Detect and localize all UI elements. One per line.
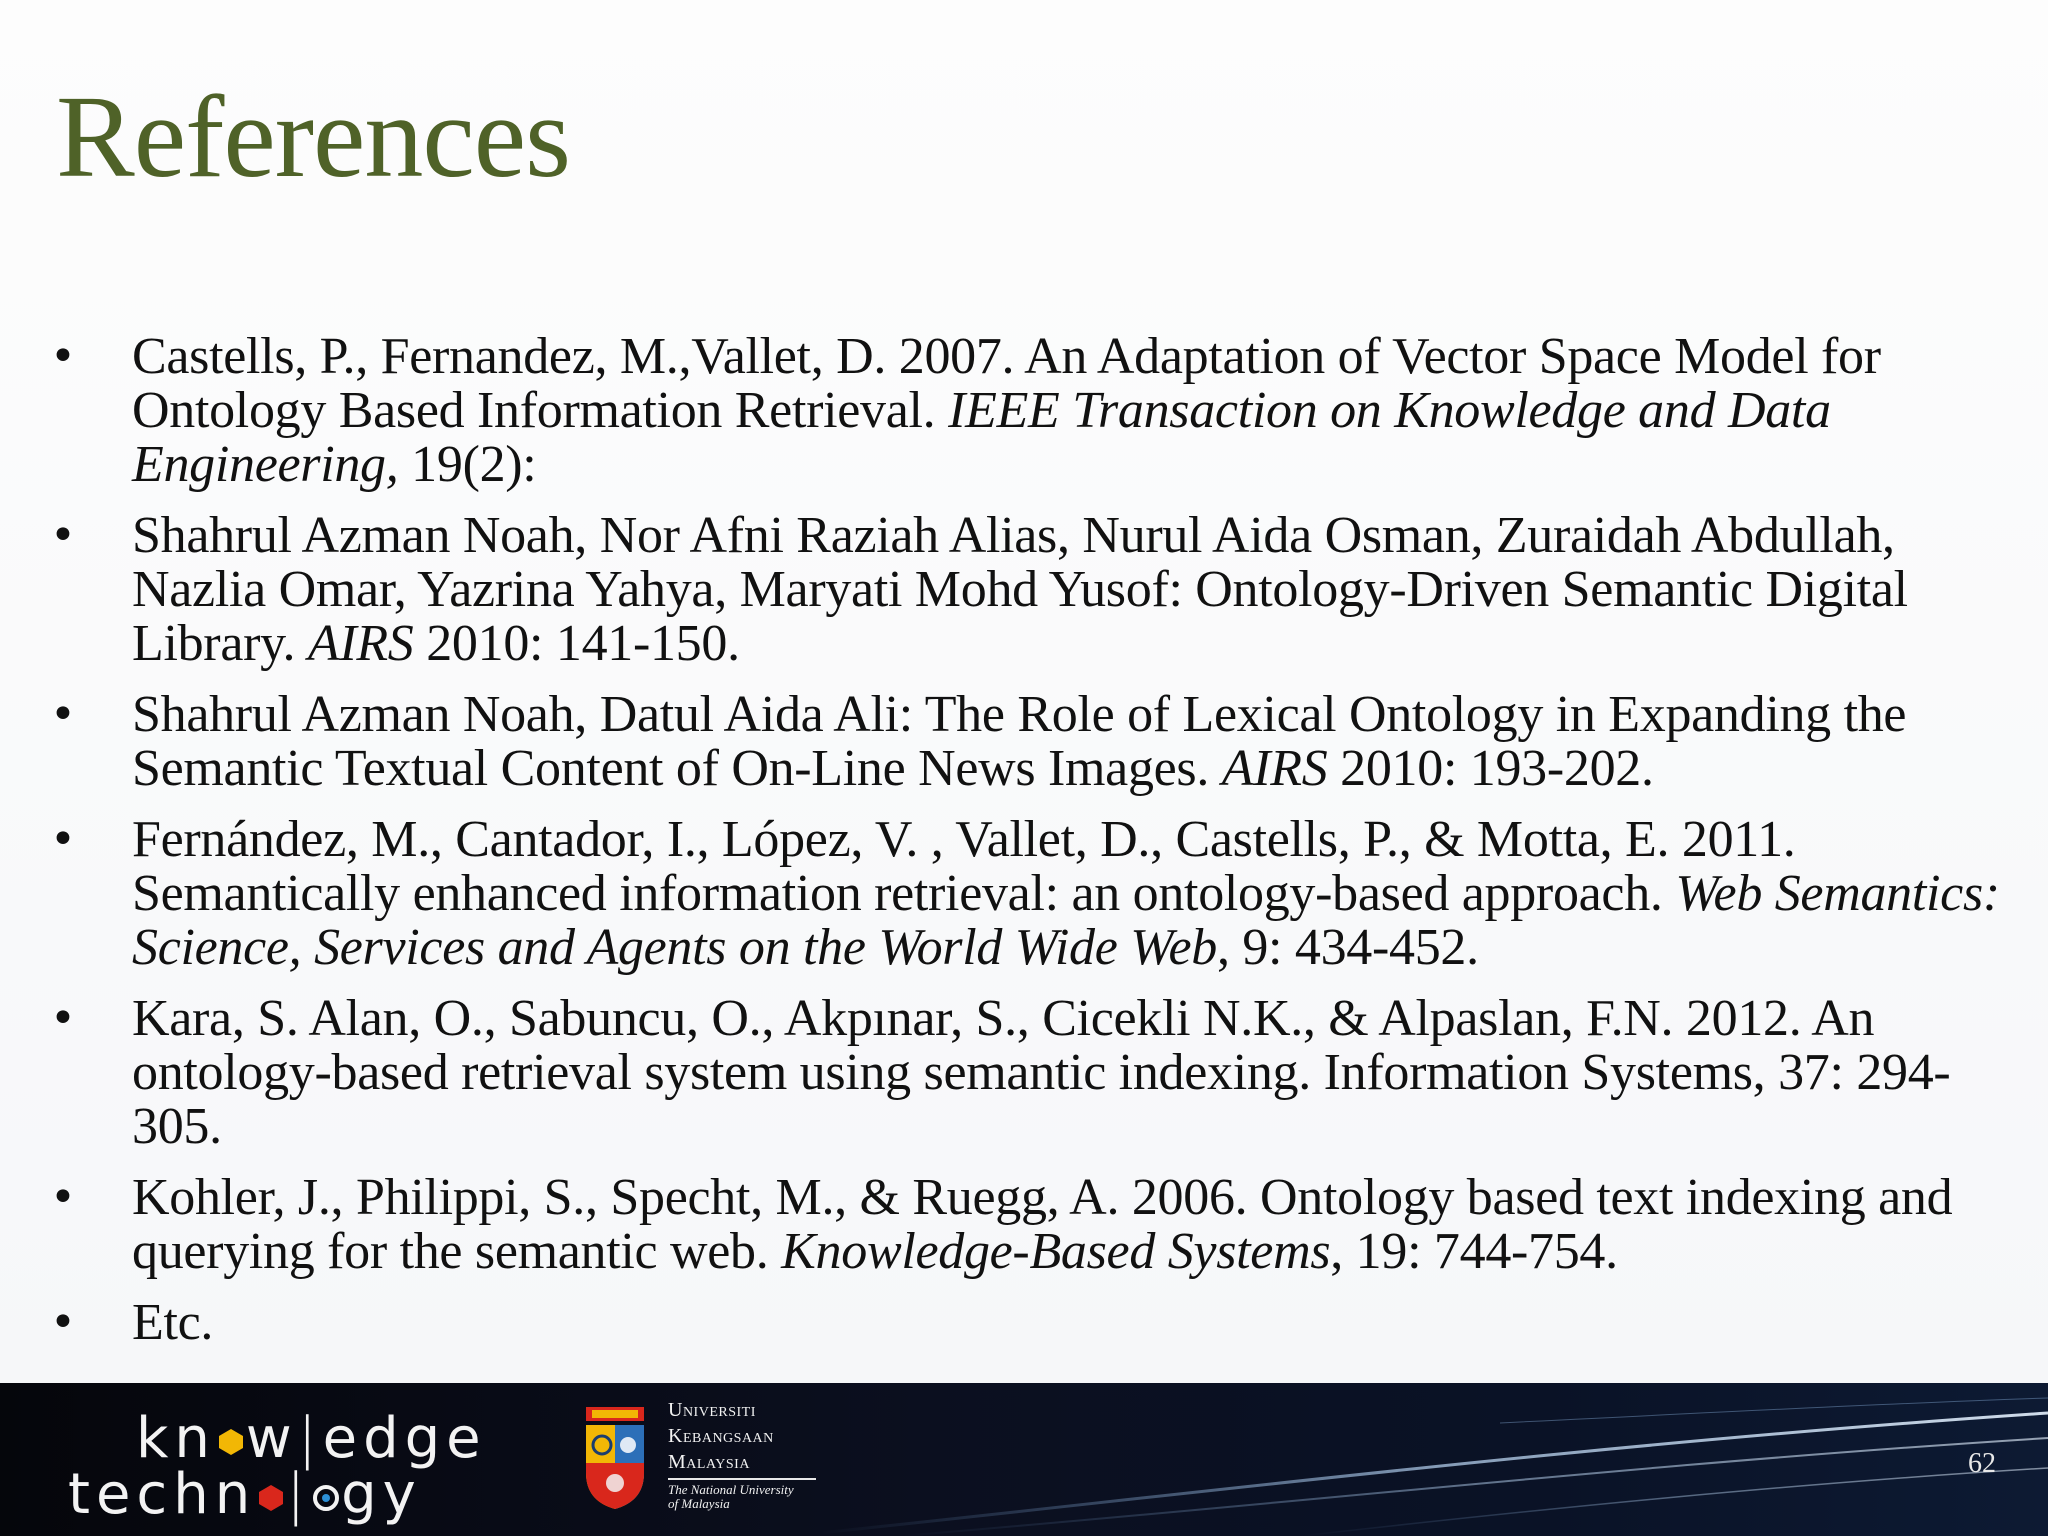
reference-text: Shahrul Azman Noah, Nor Afni Raziah Alias, Nurul Aida Osman, Zuraidah Abdullah, Nazlia Omar, Yazrina Yahya, Maryati Mohd Yusof: Ontology-Driven Semantic Digital Library. — [132, 507, 1908, 672]
footer-banner — [0, 1383, 2048, 1536]
logo-text: kn — [136, 1406, 216, 1471]
bullet-icon: • — [50, 993, 76, 1044]
reference-item — [0, 688, 2048, 796]
hexagon-yellow-icon — [216, 1427, 246, 1457]
page-number: 62 — [1968, 1448, 1996, 1479]
reference-text: Fernández, M., Cantador, I., López, V. , Vallet, D., Castells, P., & Motta, E. 2011. Semantically enhanced information retrieval: an ontology-based approach. — [132, 811, 1796, 922]
reference-source: AIRS — [1221, 740, 1328, 797]
reference-item — [0, 1296, 2048, 1350]
logo-text: dge — [363, 1406, 487, 1471]
reference-item — [0, 992, 2048, 1154]
reference-details: 2010: 193-202. — [1327, 740, 1654, 797]
reference-text: Kohler, J., Philippi, S., Specht, M., & Ruegg, A. 2006. Ontology based text indexing and querying for the semantic web. — [132, 1169, 1953, 1280]
bullet-icon: • — [50, 1172, 76, 1223]
reference-item — [0, 1171, 2048, 1279]
university-english-name: of Malaysia — [668, 1496, 730, 1511]
node-circle-icon — [311, 1483, 341, 1513]
logo-text: w — [245, 1406, 298, 1471]
bullet-icon: • — [50, 331, 76, 382]
divider — [668, 1478, 816, 1480]
reference-text: Castells, P., Fernandez, M.,Vallet, D. 2007. An Adaptation of Vector Space Model for Ontology Based Information Retrieval. — [132, 328, 1881, 439]
reference-text: Kara, S. Alan, O., Sabuncu, O., Akpınar, S., Cicekli N.K., & Alpaslan, F.N. 2012. An ontology-based retrieval system using semantic indexing. Information Systems, 37: 294-305. — [132, 990, 1951, 1155]
university-crest-icon — [582, 1403, 648, 1511]
reference-item — [0, 813, 2048, 975]
reference-item — [0, 330, 2048, 492]
bullet-icon: • — [50, 510, 76, 561]
knowledge-technology-logo: kn w|edge techn | gy — [68, 1406, 487, 1527]
bullet-icon: • — [50, 814, 76, 865]
reference-source: Knowledge-Based Systems — [781, 1223, 1331, 1280]
reference-details: , 9: 434-452. — [1216, 919, 1479, 976]
university-name-line: Malaysia — [668, 1451, 750, 1473]
hexagon-red-icon — [256, 1483, 286, 1513]
bullet-icon: • — [50, 1297, 76, 1348]
logo-text: techn — [68, 1462, 257, 1527]
university-name-line: Kebangsaan — [668, 1425, 774, 1447]
reference-source: IEEE Transaction on Knowledge and Data Engineering, — [132, 382, 1831, 493]
reference-source: AIRS — [307, 615, 414, 672]
university-name-line: Universiti — [668, 1399, 756, 1421]
slide-title: References — [56, 71, 571, 202]
university-name — [668, 1397, 816, 1511]
logo-text: gy — [341, 1462, 422, 1527]
reference-details: 2010: 141-150. — [413, 615, 740, 672]
reference-details: 19(2): — [398, 436, 537, 493]
bullet-icon: • — [50, 689, 76, 740]
logo-text: e — [322, 1406, 364, 1471]
university-english-name: The National University — [668, 1482, 794, 1497]
reference-item — [0, 509, 2048, 671]
reference-source: Web Semantics: Science, Services and Agents on the World Wide Web — [132, 865, 2000, 976]
reference-details: , 19: 744-754. — [1330, 1223, 1618, 1280]
reference-text: Shahrul Azman Noah, Datul Aida Ali: The Role of Lexical Ontology in Expanding the Semantic Textual Content of On-Line News Images. — [132, 686, 1907, 797]
reference-list — [0, 330, 2048, 1367]
reference-text: Etc. — [132, 1294, 214, 1351]
